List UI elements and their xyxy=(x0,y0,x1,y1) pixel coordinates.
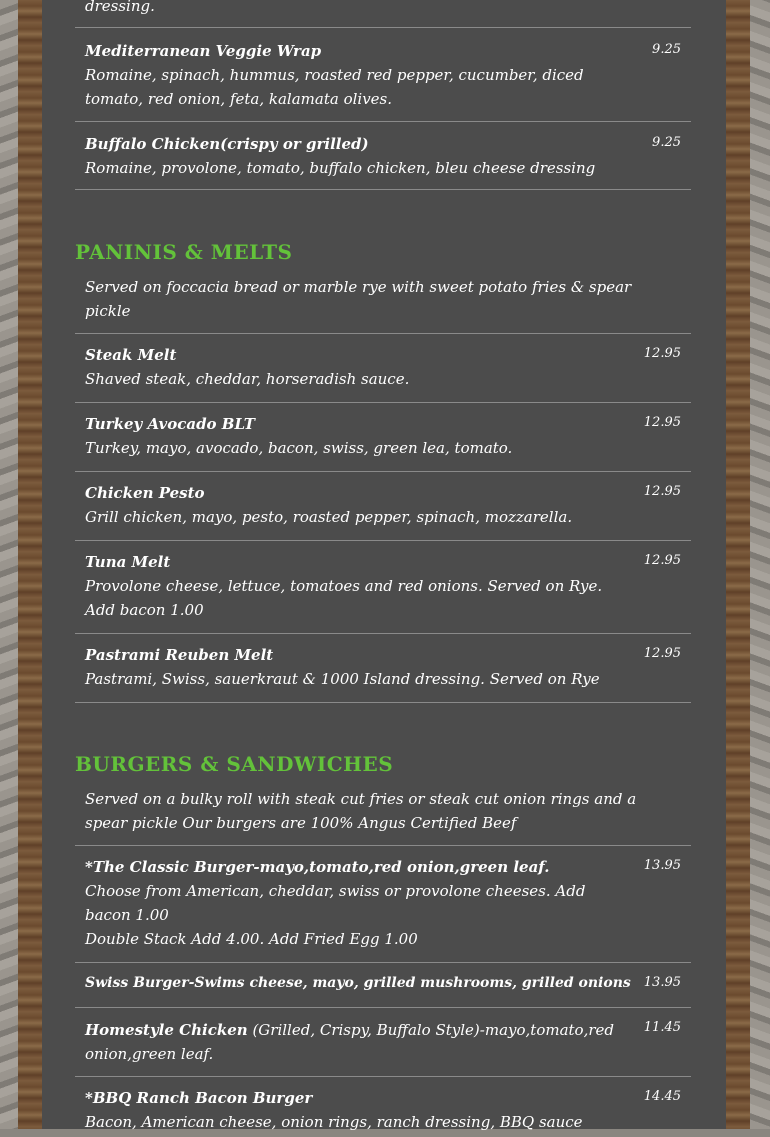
item-description: Pastrami, Swiss, sauerkraut & 1000 Island dressing. Served on Rye xyxy=(85,670,600,688)
item-price: 11.45 xyxy=(643,1020,681,1035)
wood-border-left xyxy=(18,0,42,1129)
item-name: Homestyle Chicken xyxy=(85,1021,248,1039)
item-price: 13.95 xyxy=(643,858,681,873)
item-price: 12.95 xyxy=(643,346,681,361)
section-heading-burgers: BURGERS & SANDWICHES xyxy=(75,752,394,776)
list-item[interactable] xyxy=(75,122,691,190)
item-description: Choose from American, cheddar, swiss or provolone cheeses. Add bacon 1.00 xyxy=(85,882,586,924)
item-price: 12.95 xyxy=(643,646,681,661)
stone-border-right xyxy=(750,0,770,1129)
list-item[interactable] xyxy=(75,634,691,703)
item-description: Bacon, American cheese, onion rings, ranch dressing, BBQ sauce xyxy=(85,1113,583,1131)
item-description-extra: Double Stack Add 4.00. Add Fried Egg 1.00 xyxy=(85,930,418,948)
list-item[interactable] xyxy=(75,472,691,541)
item-inline-note: (Grilled, Crispy, Buffalo Style)-mayo,tomato,red onion,green leaf. xyxy=(85,1021,614,1063)
item-price: 12.95 xyxy=(643,484,681,499)
item-price: 9.25 xyxy=(652,42,681,57)
list-item[interactable] xyxy=(75,1008,691,1077)
item-name: Mediterranean Veggie Wrap xyxy=(85,42,322,60)
list-item[interactable] xyxy=(75,963,691,1008)
item-price: 14.45 xyxy=(643,1089,681,1104)
wood-border-right xyxy=(726,0,750,1129)
item-name-line xyxy=(85,1018,645,1066)
item-description: Romaine, provolone, tomato, buffalo chicken, bleu cheese dressing xyxy=(85,159,596,177)
list-item[interactable] xyxy=(75,28,691,122)
list-item[interactable] xyxy=(75,541,691,634)
item-name: *The Classic Burger-mayo,tomato,red onion,green leaf. xyxy=(85,858,550,876)
item-name: Pastrami Reuben Melt xyxy=(85,646,274,664)
item-price: 12.95 xyxy=(643,415,681,430)
item-price: 12.95 xyxy=(643,553,681,568)
item-name: Buffalo Chicken(crispy or grilled) xyxy=(85,135,369,153)
list-item[interactable] xyxy=(75,403,691,472)
list-item[interactable] xyxy=(75,334,691,403)
section-heading-paninis: PANINIS & MELTS xyxy=(75,240,293,264)
item-name: Turkey Avocado BLT xyxy=(85,415,255,433)
item-price: 9.25 xyxy=(652,135,681,150)
item-description: Provolone cheese, lettuce, tomatoes and red onions. Served on Rye. Add bacon 1.00 xyxy=(85,577,603,619)
section-intro: Served on a bulky roll with steak cut fries or steak cut onion rings and a spear pickle Our burgers are 100% Angus Certified Beef xyxy=(85,790,637,832)
list-item xyxy=(75,0,691,28)
item-description: Grill chicken, mayo, pesto, roasted pepper, spinach, mozzarella. xyxy=(85,508,573,526)
list-item[interactable] xyxy=(75,846,691,963)
item-name: Steak Melt xyxy=(85,346,177,364)
item-name: Tuna Melt xyxy=(85,553,171,571)
item-price: 13.95 xyxy=(643,975,681,990)
item-name: Chicken Pesto xyxy=(85,484,205,502)
item-description: Romaine, spinach, hummus, roasted red pepper, cucumber, diced tomato, red onion, feta, kalamata olives. xyxy=(85,66,584,108)
item-description: Shaved steak, cheddar, horseradish sauce. xyxy=(85,370,410,388)
section-intro: Served on foccacia bread or marble rye with sweet potato fries & spear pickle xyxy=(85,278,632,320)
item-description: Turkey, mayo, avocado, bacon, swiss, green lea, tomato. xyxy=(85,439,513,457)
item-name: *BBQ Ranch Bacon Burger xyxy=(85,1089,313,1107)
list-item[interactable] xyxy=(75,1077,691,1137)
item-name: Swiss Burger-Swims cheese, mayo, grilled mushrooms, grilled onions xyxy=(85,975,631,991)
stone-border-left xyxy=(0,0,18,1129)
item-description: dressing. xyxy=(85,0,155,15)
